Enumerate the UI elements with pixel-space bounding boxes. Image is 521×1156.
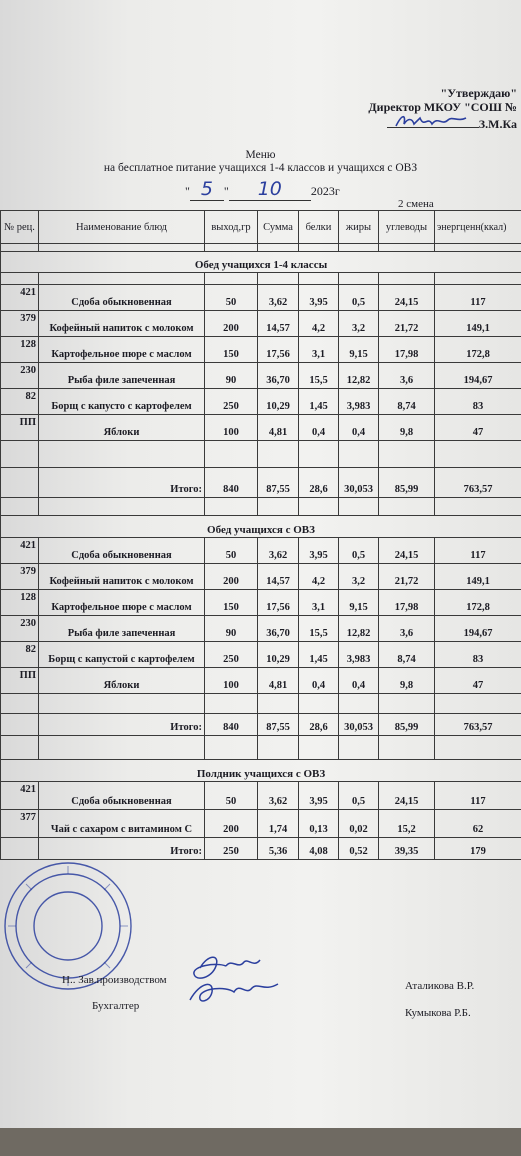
- dish-protein: 3,1: [299, 590, 339, 616]
- dish-protein: 4,2: [299, 311, 339, 337]
- dish-fat: 0,5: [339, 285, 379, 311]
- dish-sum: 36,70: [258, 616, 299, 642]
- header-col-dish-name: Наименование блюд: [39, 211, 205, 244]
- dish-protein: 4,2: [299, 564, 339, 590]
- dish-kcal: 83: [435, 389, 521, 415]
- table-row: [1, 415, 521, 441]
- dish-protein: 0,13: [299, 810, 339, 838]
- dish-code: 421: [1, 538, 39, 564]
- empty-cell: [1, 273, 39, 285]
- dish-protein: 0,4: [299, 668, 339, 694]
- dish-sum: 14,57: [258, 564, 299, 590]
- director-signature: [392, 112, 470, 132]
- dish-code: 230: [1, 363, 39, 389]
- dish-name: Чай с сахаром с витамином С: [39, 810, 205, 838]
- total-carbs: 39,35: [379, 838, 435, 860]
- empty-cell: [435, 273, 521, 285]
- dish-kcal: 117: [435, 538, 521, 564]
- empty-cell: [258, 441, 299, 468]
- table-row: [1, 642, 521, 668]
- empty-cell: [1, 468, 39, 498]
- empty-cell: [1, 694, 39, 714]
- dish-sum: 10,29: [258, 389, 299, 415]
- production-head-title: Н.. Зав.производством: [62, 974, 167, 986]
- empty-cell: [258, 244, 299, 252]
- header-row: [1, 211, 521, 244]
- total-sum: 87,55: [258, 714, 299, 736]
- empty-cell: [379, 736, 435, 760]
- empty-cell: [1, 838, 39, 860]
- dish-name: Рыба филе запеченная: [39, 616, 205, 642]
- section-title: Обед учащихся с ОВЗ: [1, 516, 521, 538]
- dish-output: 50: [205, 285, 258, 311]
- header-col-protein: белки: [299, 211, 339, 244]
- empty-cell: [39, 441, 205, 468]
- empty-cell: [339, 736, 379, 760]
- empty-row: [1, 694, 521, 714]
- dish-kcal: 117: [435, 285, 521, 311]
- empty-cell: [205, 736, 258, 760]
- accountant-name: Кумыкова Р.Б.: [405, 1007, 471, 1019]
- dish-name: Яблоки: [39, 668, 205, 694]
- table-row: [1, 616, 521, 642]
- production-signature: [186, 952, 282, 1010]
- table-row: [1, 564, 521, 590]
- approval-position: Директор МКОУ "СОШ №: [368, 100, 517, 114]
- dish-code: 82: [1, 642, 39, 668]
- dish-name: Сдоба обыкновенная: [39, 782, 205, 810]
- empty-row: [1, 498, 521, 516]
- dish-carbs: 21,72: [379, 311, 435, 337]
- dish-sum: 3,62: [258, 538, 299, 564]
- empty-row: [1, 736, 521, 760]
- dish-fat: 3,2: [339, 564, 379, 590]
- total-output: 840: [205, 468, 258, 498]
- approval-title: "Утверждаю": [440, 86, 517, 100]
- empty-cell: [339, 244, 379, 252]
- empty-cell: [379, 273, 435, 285]
- dish-carbs: 8,74: [379, 642, 435, 668]
- dish-protein: 1,45: [299, 642, 339, 668]
- empty-cell: [258, 736, 299, 760]
- table-row: [1, 363, 521, 389]
- dish-fat: 9,15: [339, 590, 379, 616]
- dish-carbs: 24,15: [379, 285, 435, 311]
- dish-protein: 1,45: [299, 389, 339, 415]
- date-day: 5: [200, 178, 213, 200]
- dish-protein: 3,95: [299, 538, 339, 564]
- dish-fat: 0,4: [339, 668, 379, 694]
- empty-cell: [205, 441, 258, 468]
- empty-cell: [299, 273, 339, 285]
- empty-cell: [339, 498, 379, 516]
- total-fat: 0,52: [339, 838, 379, 860]
- menu-subtitle: на бесплатное питание учащихся 1-4 классов и учащихся с ОВЗ: [103, 162, 418, 174]
- total-sum: 87,55: [258, 468, 299, 498]
- dish-output: 200: [205, 810, 258, 838]
- dish-name: Картофельное пюре с маслом: [39, 590, 205, 616]
- dish-fat: 9,15: [339, 337, 379, 363]
- accountant-title: Бухгалтер: [92, 1000, 140, 1012]
- total-label: Итого:: [39, 838, 205, 860]
- total-carbs: 85,99: [379, 468, 435, 498]
- empty-cell: [435, 736, 521, 760]
- dish-output: 250: [205, 642, 258, 668]
- empty-cell: [379, 694, 435, 714]
- header-col-energy: энергценн(ккал): [435, 211, 521, 244]
- empty-cell: [379, 498, 435, 516]
- dish-carbs: 3,6: [379, 363, 435, 389]
- dish-sum: 14,57: [258, 311, 299, 337]
- dish-carbs: 21,72: [379, 564, 435, 590]
- dish-kcal: 62: [435, 810, 521, 838]
- dish-carbs: 3,6: [379, 616, 435, 642]
- dish-kcal: 149,1: [435, 564, 521, 590]
- dish-code: 421: [1, 285, 39, 311]
- empty-row: [1, 273, 521, 285]
- dish-fat: 3,983: [339, 642, 379, 668]
- empty-cell: [39, 736, 205, 760]
- dish-protein: 3,95: [299, 285, 339, 311]
- dish-kcal: 83: [435, 642, 521, 668]
- dish-fat: 3,2: [339, 311, 379, 337]
- dish-code: 379: [1, 311, 39, 337]
- empty-cell: [299, 244, 339, 252]
- total-kcal: 763,57: [435, 714, 521, 736]
- total-output: 250: [205, 838, 258, 860]
- empty-cell: [435, 441, 521, 468]
- empty-cell: [299, 736, 339, 760]
- dish-name: Сдоба обыкновенная: [39, 285, 205, 311]
- dish-output: 90: [205, 363, 258, 389]
- header-col-number: № рец.: [1, 211, 39, 244]
- header-col-carbs: углеводы: [379, 211, 435, 244]
- table-row: [1, 590, 521, 616]
- dish-name: Кофейный напиток с молоком: [39, 311, 205, 337]
- empty-cell: [379, 244, 435, 252]
- dish-kcal: 194,67: [435, 616, 521, 642]
- dish-sum: 10,29: [258, 642, 299, 668]
- total-row: [1, 838, 521, 860]
- empty-cell: [339, 694, 379, 714]
- empty-cell: [299, 498, 339, 516]
- dish-output: 250: [205, 389, 258, 415]
- dish-carbs: 9,8: [379, 415, 435, 441]
- date-month: 10: [257, 178, 282, 200]
- empty-cell: [205, 498, 258, 516]
- empty-cell: [258, 273, 299, 285]
- empty-cell: [1, 714, 39, 736]
- empty-cell: [39, 694, 205, 714]
- empty-cell: [435, 244, 521, 252]
- empty-cell: [299, 694, 339, 714]
- dish-name: Яблоки: [39, 415, 205, 441]
- dish-sum: 3,62: [258, 782, 299, 810]
- section-row: [1, 252, 521, 273]
- dish-kcal: 47: [435, 415, 521, 441]
- dish-code: 377: [1, 810, 39, 838]
- empty-cell: [1, 244, 39, 252]
- dish-fat: 0,4: [339, 415, 379, 441]
- dish-code: 421: [1, 782, 39, 810]
- dish-kcal: 194,67: [435, 363, 521, 389]
- date-year: 2023г: [310, 184, 340, 198]
- empty-cell: [39, 273, 205, 285]
- dish-carbs: 9,8: [379, 668, 435, 694]
- dish-kcal: 172,8: [435, 337, 521, 363]
- dish-output: 100: [205, 668, 258, 694]
- dish-name: Рыба филе запеченная: [39, 363, 205, 389]
- dish-output: 200: [205, 564, 258, 590]
- dish-sum: 17,56: [258, 590, 299, 616]
- total-fat: 30,053: [339, 468, 379, 498]
- dish-carbs: 8,74: [379, 389, 435, 415]
- dish-protein: 3,1: [299, 337, 339, 363]
- empty-cell: [39, 498, 205, 516]
- dish-name: Борщ с капустой с картофелем: [39, 642, 205, 668]
- dish-code: 82: [1, 389, 39, 415]
- section-row: [1, 760, 521, 782]
- empty-cell: [258, 498, 299, 516]
- table-row: [1, 285, 521, 311]
- dish-fat: 0,5: [339, 538, 379, 564]
- dish-kcal: 47: [435, 668, 521, 694]
- header-col-sum: Сумма: [258, 211, 299, 244]
- menu-title: Меню: [245, 149, 276, 161]
- dish-code: 128: [1, 590, 39, 616]
- empty-cell: [1, 441, 39, 468]
- total-protein: 4,08: [299, 838, 339, 860]
- total-carbs: 85,99: [379, 714, 435, 736]
- dish-code: ПП: [1, 668, 39, 694]
- dish-code: ПП: [1, 415, 39, 441]
- dish-sum: 3,62: [258, 285, 299, 311]
- dish-output: 50: [205, 538, 258, 564]
- table-row: [1, 311, 521, 337]
- dish-code: 379: [1, 564, 39, 590]
- dish-protein: 3,95: [299, 782, 339, 810]
- total-output: 840: [205, 714, 258, 736]
- dish-output: 200: [205, 311, 258, 337]
- dish-sum: 4,81: [258, 668, 299, 694]
- dish-fat: 12,82: [339, 616, 379, 642]
- empty-cell: [339, 441, 379, 468]
- empty-cell: [1, 736, 39, 760]
- dish-fat: 0,02: [339, 810, 379, 838]
- dish-name: Сдоба обыкновенная: [39, 538, 205, 564]
- table-row: [1, 538, 521, 564]
- dish-fat: 3,983: [339, 389, 379, 415]
- menu-table: [0, 210, 521, 860]
- empty-row: [1, 441, 521, 468]
- dish-code: 128: [1, 337, 39, 363]
- total-row: [1, 714, 521, 736]
- section-title: Обед учащихся 1-4 классы: [1, 252, 521, 273]
- dish-carbs: 17,98: [379, 337, 435, 363]
- empty-cell: [299, 441, 339, 468]
- approval-name: З.М.Ка: [478, 117, 517, 131]
- dish-fat: 12,82: [339, 363, 379, 389]
- total-row: [1, 468, 521, 498]
- empty-cell: [205, 273, 258, 285]
- dish-output: 100: [205, 415, 258, 441]
- dish-sum: 36,70: [258, 363, 299, 389]
- production-head-name: Аталикова В.Р.: [405, 980, 475, 992]
- dish-carbs: 24,15: [379, 538, 435, 564]
- dish-output: 150: [205, 590, 258, 616]
- empty-row: [1, 244, 521, 252]
- dish-sum: 4,81: [258, 415, 299, 441]
- empty-cell: [339, 273, 379, 285]
- table-row: [1, 668, 521, 694]
- total-sum: 5,36: [258, 838, 299, 860]
- dish-output: 150: [205, 337, 258, 363]
- total-protein: 28,6: [299, 714, 339, 736]
- table-row: [1, 782, 521, 810]
- dish-output: 90: [205, 616, 258, 642]
- table-row: [1, 337, 521, 363]
- dish-protein: 15,5: [299, 363, 339, 389]
- dish-carbs: 17,98: [379, 590, 435, 616]
- empty-cell: [39, 244, 205, 252]
- empty-cell: [1, 498, 39, 516]
- total-kcal: 763,57: [435, 468, 521, 498]
- dish-output: 50: [205, 782, 258, 810]
- total-protein: 28,6: [299, 468, 339, 498]
- dish-name: Кофейный напиток с молоком: [39, 564, 205, 590]
- empty-cell: [258, 694, 299, 714]
- total-label: Итого:: [39, 714, 205, 736]
- dish-name: Борщ с капусто с картофелем: [39, 389, 205, 415]
- menu-date: " 5 " 10 2023г: [185, 178, 340, 200]
- empty-cell: [435, 694, 521, 714]
- dish-kcal: 149,1: [435, 311, 521, 337]
- header-col-fat: жиры: [339, 211, 379, 244]
- total-kcal: 179: [435, 838, 521, 860]
- table-row: [1, 810, 521, 838]
- dish-protein: 0,4: [299, 415, 339, 441]
- dish-fat: 0,5: [339, 782, 379, 810]
- dish-kcal: 172,8: [435, 590, 521, 616]
- dish-carbs: 24,15: [379, 782, 435, 810]
- empty-cell: [205, 244, 258, 252]
- dish-carbs: 15,2: [379, 810, 435, 838]
- empty-cell: [205, 694, 258, 714]
- dish-kcal: 117: [435, 782, 521, 810]
- dish-sum: 17,56: [258, 337, 299, 363]
- dish-sum: 1,74: [258, 810, 299, 838]
- shift-label: 2 смена: [398, 198, 434, 210]
- section-row: [1, 516, 521, 538]
- dish-code: 230: [1, 616, 39, 642]
- total-fat: 30,053: [339, 714, 379, 736]
- empty-cell: [435, 498, 521, 516]
- dish-name: Картофельное пюре с маслом: [39, 337, 205, 363]
- header-col-output: выход,гр: [205, 211, 258, 244]
- section-title: Полдник учащихся с ОВЗ: [1, 760, 521, 782]
- empty-cell: [379, 441, 435, 468]
- dish-protein: 15,5: [299, 616, 339, 642]
- school-stamp: [2, 860, 134, 992]
- table-row: [1, 389, 521, 415]
- total-label: Итого:: [39, 468, 205, 498]
